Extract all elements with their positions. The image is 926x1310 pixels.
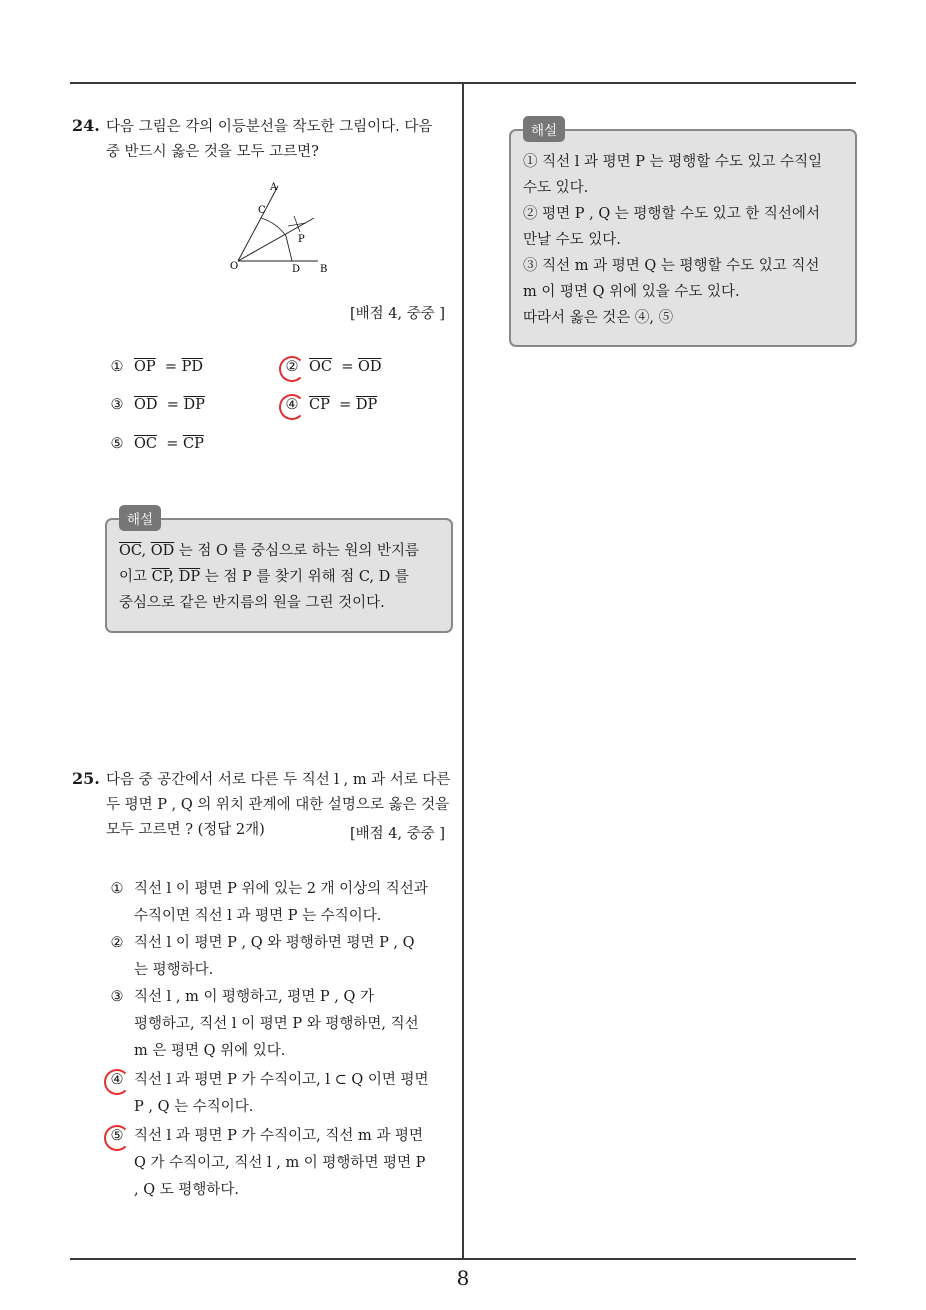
column-divider [462, 83, 464, 1259]
option-line: P , Q 는 수직이다. [134, 1099, 254, 1115]
question-25-line: 모두 고르면 ? (정답 2개) [106, 822, 265, 838]
text: 이고 [119, 569, 152, 585]
option-label: ② [285, 359, 299, 375]
question-24-line: 다음 그림은 각의 이등분선을 작도한 그림이다. 다음 [106, 119, 433, 135]
explanation-line: 수도 있다. [523, 180, 589, 196]
explanation-tag: 해설 [523, 116, 565, 142]
q25-option-4[interactable] [108, 1067, 428, 1121]
option-label: ④ [110, 1072, 124, 1088]
option-line: , Q 도 평행하다. [134, 1182, 239, 1198]
q24-option-1[interactable] [108, 359, 203, 375]
text: 는 점 P 를 찾기 위해 점 C, D 를 [200, 569, 409, 585]
explanation-line: ① 직선 l 과 평면 P 는 평행할 수도 있고 수직일 [523, 154, 823, 170]
option-line: 직선 l 이 평면 P , Q 와 평행하면 평면 P , Q [134, 935, 415, 951]
question-24-score: [배점 4, 중중 ] [350, 306, 446, 322]
explanation-line: m 이 평면 Q 위에 있을 수도 있다. [523, 284, 740, 300]
option-line: 수직이면 직선 l 과 평면 P 는 수직이다. [134, 908, 382, 924]
answer-mark-circle [279, 394, 305, 420]
segment: $\overline{OC}$ [119, 543, 142, 559]
explanation-line [119, 564, 419, 590]
explanation-body [523, 149, 822, 331]
question-25-score: [배점 4, 중중 ] [350, 826, 446, 842]
option-label: ⑤ [110, 1128, 124, 1144]
option-line: Q 가 수직이고, 직선 l , m 이 평행하면 평면 P [134, 1155, 426, 1171]
question-24-line: 중 반드시 옳은 것을 모두 고르면? [106, 144, 319, 160]
question-24-text [106, 115, 432, 165]
label-o: O [230, 261, 239, 272]
option-label: ① [110, 881, 124, 897]
label-c: C [258, 205, 266, 216]
option-line: 직선 l 이 평면 P 위에 있는 2 개 이상의 직선과 [134, 881, 428, 897]
segment: $\overline{OD}$ [357, 359, 382, 375]
option-line: 는 평행하다. [134, 962, 214, 978]
q25-option-5[interactable] [108, 1123, 425, 1204]
question-24-number: 24. [72, 116, 100, 135]
explanation-tag: 해설 [119, 505, 161, 531]
bottom-rule [70, 1258, 856, 1260]
equals-sign: = [339, 397, 352, 413]
q25-option-2[interactable] [108, 930, 415, 984]
segment: $\overline{DP}$ [355, 397, 378, 413]
q25-option-3[interactable] [108, 984, 419, 1065]
segment: $\overline{PD}$ [181, 359, 204, 375]
question-25-line: 다음 중 공간에서 서로 다른 두 직선 l , m 과 서로 다른 [106, 772, 451, 788]
text: 는 점 O 를 중심으로 하는 원의 반지름 [174, 543, 420, 559]
segment: $\overline{CP}$ [309, 397, 330, 413]
segment: $\overline{CP}$ [182, 436, 204, 452]
option-line: m 은 평면 Q 위에 있다. [134, 1043, 286, 1059]
segment: $\overline{OP}$ [134, 359, 156, 375]
text: , [169, 569, 179, 585]
segment: $\overline{OC}$ [134, 436, 157, 452]
option-label: ③ [110, 397, 124, 413]
q24-option-3[interactable] [108, 397, 205, 413]
label-b: B [320, 264, 328, 275]
option-line: 평행하고, 직선 l 이 평면 P 와 평행하면, 직선 [134, 1016, 419, 1032]
segment: $\overline{OD}$ [150, 543, 175, 559]
angle-bisector-figure [228, 176, 338, 276]
explanation-line: ② 평면 P , Q 는 평행할 수도 있고 한 직선에서 [523, 206, 820, 222]
explanation-line: ③ 직선 m 과 평면 Q 는 평행할 수도 있고 직선 [523, 258, 820, 274]
answer-mark-circle [104, 1069, 130, 1095]
option-label: ① [110, 359, 124, 375]
answer-mark-circle [104, 1125, 130, 1151]
explanation-line [119, 538, 419, 564]
label-a: A [270, 182, 278, 193]
equals-sign: = [166, 436, 179, 452]
segment: $\overline{CP}$ [151, 569, 170, 585]
segment: $\overline{DP}$ [178, 569, 201, 585]
page-number: 8 [456, 1266, 470, 1290]
segment: $\overline{DP}$ [183, 397, 205, 413]
equals-sign: = [341, 359, 354, 375]
option-label: ④ [285, 397, 299, 413]
equals-sign: = [164, 359, 178, 375]
label-d: D [292, 264, 301, 275]
label-p: P [298, 234, 305, 245]
q25-option-1[interactable] [108, 876, 428, 930]
explanation-line: 따라서 옳은 것은 ④, ⑤ [523, 310, 674, 326]
option-label: ② [110, 935, 124, 951]
question-25-line: 두 평면 P , Q 의 위치 관계에 대한 설명으로 옳은 것을 [106, 797, 450, 813]
explanation-line: 만날 수도 있다. [523, 232, 621, 248]
option-line: 직선 l 과 평면 P 가 수직이고, 직선 m 과 평면 [134, 1128, 423, 1144]
text: , [141, 543, 151, 559]
option-label: ⑤ [110, 436, 124, 452]
segment: $\overline{OC}$ [309, 359, 332, 375]
explanation-body [119, 538, 419, 616]
option-line: 직선 l , m 이 평행하고, 평면 P , Q 가 [134, 989, 375, 1005]
equals-sign: = [166, 397, 179, 413]
segment: $\overline{OD}$ [134, 397, 158, 413]
explanation-line: 중심으로 같은 반지름의 원을 그린 것이다. [119, 595, 385, 611]
question-25-number: 25. [72, 769, 100, 788]
q25-explanation-box [509, 123, 857, 347]
option-line: 직선 l 과 평면 P 가 수직이고, l ⊂ Q 이면 평면 [134, 1072, 429, 1088]
option-label: ③ [110, 989, 124, 1005]
q24-explanation-box [105, 512, 453, 633]
q24-option-5[interactable] [108, 436, 204, 452]
answer-mark-circle [279, 356, 305, 382]
